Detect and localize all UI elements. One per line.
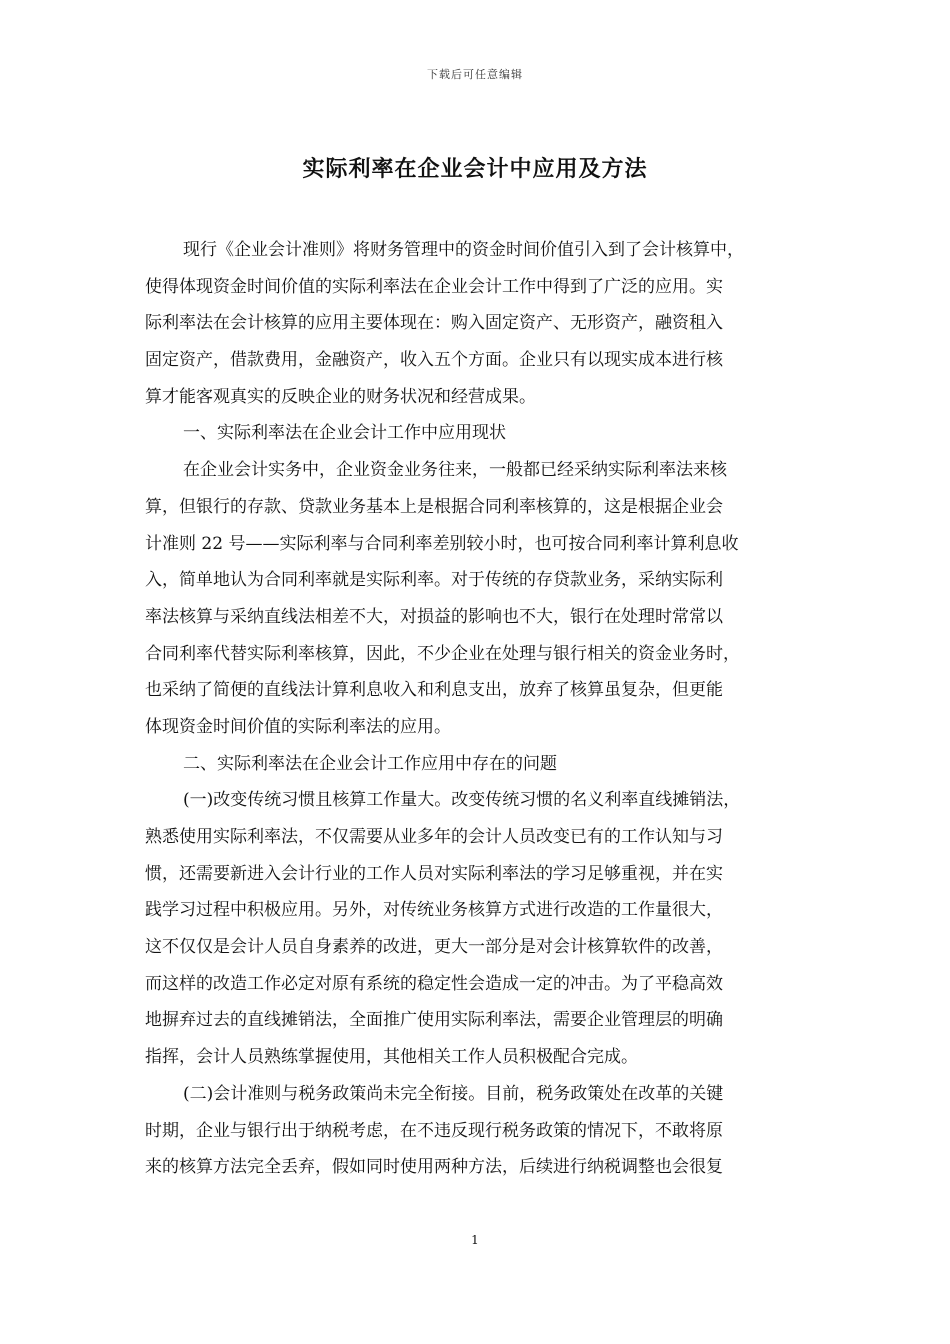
text-line: 算才能客观真实的反映企业的财务状况和经营成果。 xyxy=(145,386,536,407)
document-title: 实际利率在企业会计中应用及方法 xyxy=(302,156,648,182)
text-line: 计准则 22 号——实际利率与合同利率差别较小时，也可按合同利率计算利息收 xyxy=(145,533,739,554)
text-line: 率法核算与采纳直线法相差不大，对损益的影响也不大，银行在处理时常常以 xyxy=(145,606,723,627)
section-heading: 一、实际利率法在企业会计工作中应用现状 xyxy=(183,423,506,444)
document-body xyxy=(145,232,815,1186)
text-line: 体现资金时间价值的实际利率法的应用。 xyxy=(145,716,451,737)
text-line: 践学习过程中积极应用。另外，对传统业务核算方式进行改造的工作量很大， xyxy=(145,900,723,921)
page-number: 1 xyxy=(471,1233,479,1247)
text-line: 合同利率代替实际利率核算，因此，不少企业在处理与银行相关的资金业务时， xyxy=(145,643,740,664)
text-line: 熟悉使用实际利率法，不仅需要从业多年的会计人员改变已有的工作认知与习 xyxy=(145,827,723,847)
text-line: 这不仅仅是会计人员自身素养的改进，更大一部分是对会计核算软件的改善， xyxy=(145,937,723,958)
text-line: 地摒弃过去的直线摊销法，全面推广使用实际利率法，需要企业管理层的明确 xyxy=(145,1010,723,1031)
text-line: 时期，企业与银行出于纳税考虑，在不违反现行税务政策的情况下，不敢将原 xyxy=(145,1120,723,1141)
text-line: 也采纳了简便的直线法计算利息收入和利息支出，放弃了核算虽复杂，但更能 xyxy=(145,680,723,701)
section-heading: 二、实际利率法在企业会计工作应用中存在的问题 xyxy=(183,753,557,774)
text-line: 入，简单地认为合同利率就是实际利率。对于传统的存贷款业务，采纳实际利 xyxy=(145,570,723,591)
text-line: 而这样的改造工作必定对原有系统的稳定性会造成一定的冲击。为了平稳高效 xyxy=(145,973,723,994)
text-line: 使得体现资金时间价值的实际利率法在企业会计工作中得到了广泛的应用。实 xyxy=(145,276,723,297)
text-line: 固定资产，借款费用，金融资产，收入五个方面。企业只有以现实成本进行核 xyxy=(145,350,723,371)
text-line: 现行《企业会计准则》将财务管理中的资金时间价值引入到了会计核算中， xyxy=(183,240,744,260)
text-line: 指挥，会计人员熟练掌握使用，其他相关工作人员积极配合完成。 xyxy=(145,1047,638,1068)
text-line: 算，但银行的存款、贷款业务基本上是根据合同利率核算的，这是根据企业会 xyxy=(145,496,723,517)
text-line: 来的核算方法完全丢弃，假如同时使用两种方法，后续进行纳税调整也会很复 xyxy=(145,1157,723,1178)
text-line: 际利率法在会计核算的应用主要体现在：购入固定资产、无形资产，融资租入 xyxy=(145,313,723,334)
text-line: 在企业会计实务中，企业资金业务往来，一般都已经采纳实际利率法来核 xyxy=(183,460,727,481)
text-line: (二)会计准则与税务政策尚未完全衔接。目前，税务政策处在改革的关键 xyxy=(183,1083,724,1104)
text-line: 惯，还需要新进入会计行业的工作人员对实际利率法的学习足够重视，并在实 xyxy=(145,863,723,884)
download-note: 下载后可任意编辑 xyxy=(427,68,523,81)
text-line: (一)改变传统习惯且核算工作量大。改变传统习惯的名义利率直线摊销法， xyxy=(183,790,741,811)
